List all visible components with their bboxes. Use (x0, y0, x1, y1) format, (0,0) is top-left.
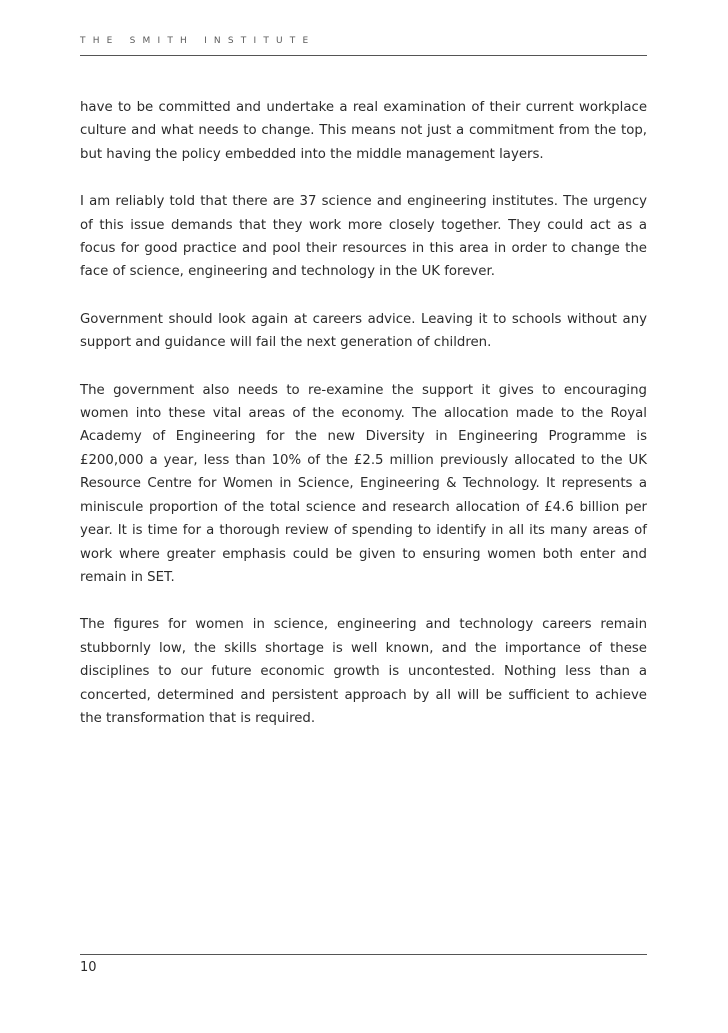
header-rule (80, 55, 647, 56)
running-header (80, 36, 647, 56)
page-number: 10 (80, 960, 97, 975)
header-title: THE SMITH INSTITUTE (80, 36, 316, 46)
paragraph-1: have to be committed and undertake a real examination of their current workplace culture and what needs to change. This means not just a commitment from the top, but having the policy embedded into the middle management layers. (80, 100, 647, 162)
footer-rule (80, 954, 647, 955)
body-text (80, 96, 647, 754)
paragraph-2: I am reliably told that there are 37 science and engineering institutes. The urgency of this issue demands that they work more closely together. They could act as a focus for good practice and pool their resources in this area in order to change the face of science, engineering and technology in the UK forever. (80, 194, 647, 280)
page-footer (80, 954, 647, 975)
paragraph-4: The government also needs to re-examine the support it gives to encouraging women into these vital areas of the economy. The allocation made to the Royal Academy of Engineering for the new Diversity in Engineering Programme is £200,000 a year, less than 10% of the £2.5 million previously allocated to the UK Resource Centre for Women in Science, Engineering & Technology. It represents a miniscule proportion of the total science and research allocation of £4.6 billion per year. It is time for a thorough review of spending to identify in all its many areas of work where greater emphasis could be given to ensuring women both enter and remain in SET. (80, 382, 647, 585)
paragraph-5: The figures for women in science, engineering and technology careers remain stubbornly low, the skills shortage is well known, and the importance of these disciplines to our future economic growth is uncontested. Nothing less than a concerted, determined and persistent approach by all will be sufficient to achieve the transformation that is required. (80, 617, 647, 726)
paragraph-3: Government should look again at careers advice. Leaving it to schools without any support and guidance will fail the next generation of children. (80, 311, 647, 351)
